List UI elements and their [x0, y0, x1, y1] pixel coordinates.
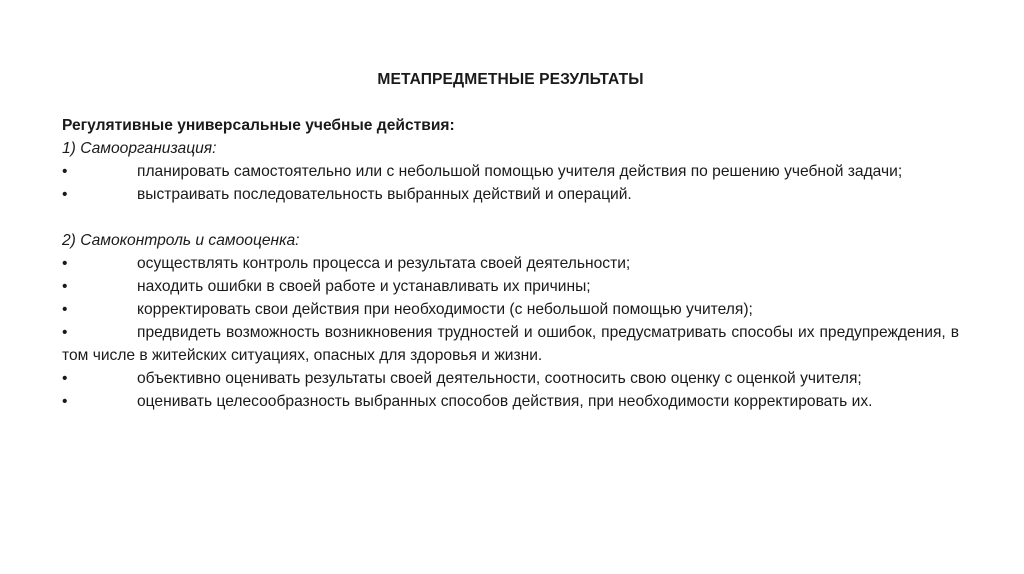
list-item	[62, 321, 959, 367]
list-item-text: находить ошибки в своей работе и устанавливать их причины;	[137, 278, 591, 295]
list-item	[62, 275, 959, 298]
bullet-glyph: •	[62, 186, 68, 203]
bullet-glyph: •	[62, 301, 68, 318]
page-title: МЕТАПРЕДМЕТНЫЕ РЕЗУЛЬТАТЫ	[377, 71, 644, 88]
list-item	[62, 367, 959, 390]
list-item	[62, 160, 959, 183]
bullet-glyph: •	[62, 255, 68, 272]
section-heading: Регулятивные универсальные учебные действия:	[62, 117, 455, 134]
list-item-text: выстраивать последовательность выбранных действий и операций.	[137, 186, 632, 203]
list-item-text: осуществлять контроль процесса и результата своей деятельности;	[137, 255, 631, 272]
list-item-text: оценивать целесообразность выбранных способов действия, при необходимости корректировать их.	[137, 393, 873, 410]
bullet-glyph: •	[62, 370, 68, 387]
list-item	[62, 390, 959, 413]
spacer	[62, 206, 959, 229]
subheading-self-organization: 1) Самоорганизация:	[62, 140, 217, 157]
list-item-text: планировать самостоятельно или с небольшой помощью учителя действия по решению учебной задачи;	[137, 163, 903, 180]
list-item-text: предвидеть возможность возникновения трудностей и ошибок, предусматривать способы их предупреждения, в том числе в житейских ситуациях, опасных для здоровья и жизни.	[62, 324, 959, 364]
bullet-glyph: •	[62, 163, 68, 180]
document-page	[62, 68, 959, 413]
bullet-glyph: •	[62, 393, 68, 410]
list-item-text: объективно оценивать результаты своей деятельности, соотносить свою оценку с оценкой учителя;	[137, 370, 862, 387]
list-item	[62, 183, 959, 206]
subheading-self-control: 2) Самоконтроль и самооценка:	[62, 232, 300, 249]
bullet-glyph: •	[62, 324, 68, 341]
bullet-glyph: •	[62, 278, 68, 295]
list-item	[62, 252, 959, 275]
list-item	[62, 298, 959, 321]
list-item-text: корректировать свои действия при необходимости (с небольшой помощью учителя);	[137, 301, 753, 318]
